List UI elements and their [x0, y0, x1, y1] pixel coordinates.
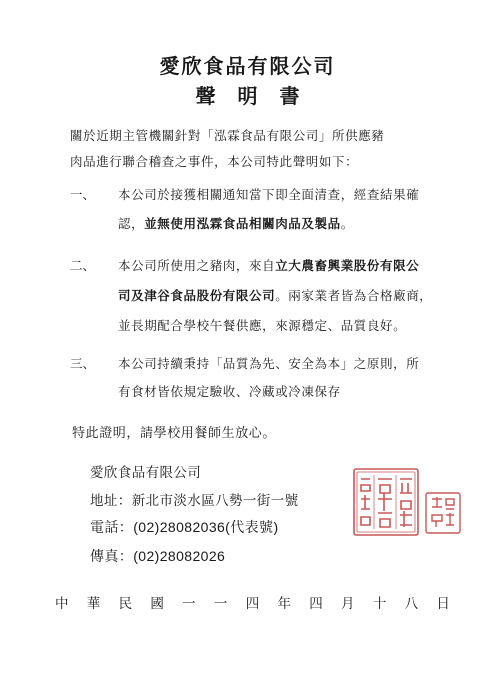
item-1-number: 一、 [70, 187, 96, 202]
footer-fax: 傳真：(02)28082026 [90, 548, 226, 564]
item-1-line-2-text: 認， [118, 216, 145, 231]
date-line [55, 592, 450, 612]
item-2-line-3: 並長期配合學校午餐供應，來源穩定、品質良好。 [118, 318, 407, 333]
item-2-number: 二、 [70, 258, 96, 273]
company-heading: 愛欣食品有限公司 [159, 54, 336, 78]
item-1-bold-statement: 並無使用泓霖食品相關肉品及製品 [144, 216, 341, 231]
date-char: 華 [86, 596, 101, 612]
item-1-line-2-end: 。 [340, 216, 354, 231]
date-char: 國 [150, 596, 164, 612]
item-2-line-2 [118, 286, 432, 304]
item-2-line-1 [118, 256, 419, 274]
date-char: 十 [372, 596, 387, 612]
item-2-line-1-text: 本公司所使用之豬肉，來自 [118, 258, 276, 273]
item-2-supplier-bold-1: 立大農畜興業股份有限公 [275, 258, 420, 273]
date-char: 一 [182, 596, 196, 612]
intro-line-2: 肉品進行聯合稽查之事件，本公司特此聲明如下： [70, 154, 359, 169]
date-char: 八 [404, 596, 419, 612]
company-seal-stamp [350, 463, 468, 543]
date-char: 日 [436, 596, 450, 612]
date-char: 四 [309, 596, 323, 612]
closing-statement: 特此證明，請學校用餐師生放心。 [72, 426, 277, 441]
item-1-line-1: 本公司於接獲相關通知當下即全面清查，經查結果確 [118, 187, 420, 202]
date-char: 四 [245, 596, 260, 612]
date-char: 年 [277, 596, 291, 612]
item-3-line-1: 本公司持續秉持「品質為先、安全為本」之原則，所 [118, 356, 420, 371]
intro-line-1: 關於近期主管機關針對「泓霖食品有限公司」所供應豬 [70, 128, 385, 143]
date-char: 月 [341, 596, 355, 612]
document-title: 聲明書 [195, 84, 322, 108]
date-char: 一 [213, 596, 228, 612]
item-3-line-2: 有食材皆依規定驗收、冷藏或冷凍保存 [118, 384, 341, 399]
footer-company: 愛欣食品有限公司 [90, 465, 202, 481]
date-char: 中 [55, 596, 69, 612]
date-char: 民 [118, 596, 133, 612]
item-2-supplier-bold-2: 司及津谷食品股份有限公司 [118, 288, 276, 303]
item-1-line-2 [118, 214, 354, 232]
footer-phone: 電話：(02)28082036(代表號) [90, 519, 279, 535]
item-2-line-2-text: 。兩家業者皆為合格廠商， [275, 288, 433, 303]
item-3-number: 三、 [70, 356, 96, 371]
footer-address: 地址：新北市淡水區八勢一街一號 [90, 493, 299, 509]
